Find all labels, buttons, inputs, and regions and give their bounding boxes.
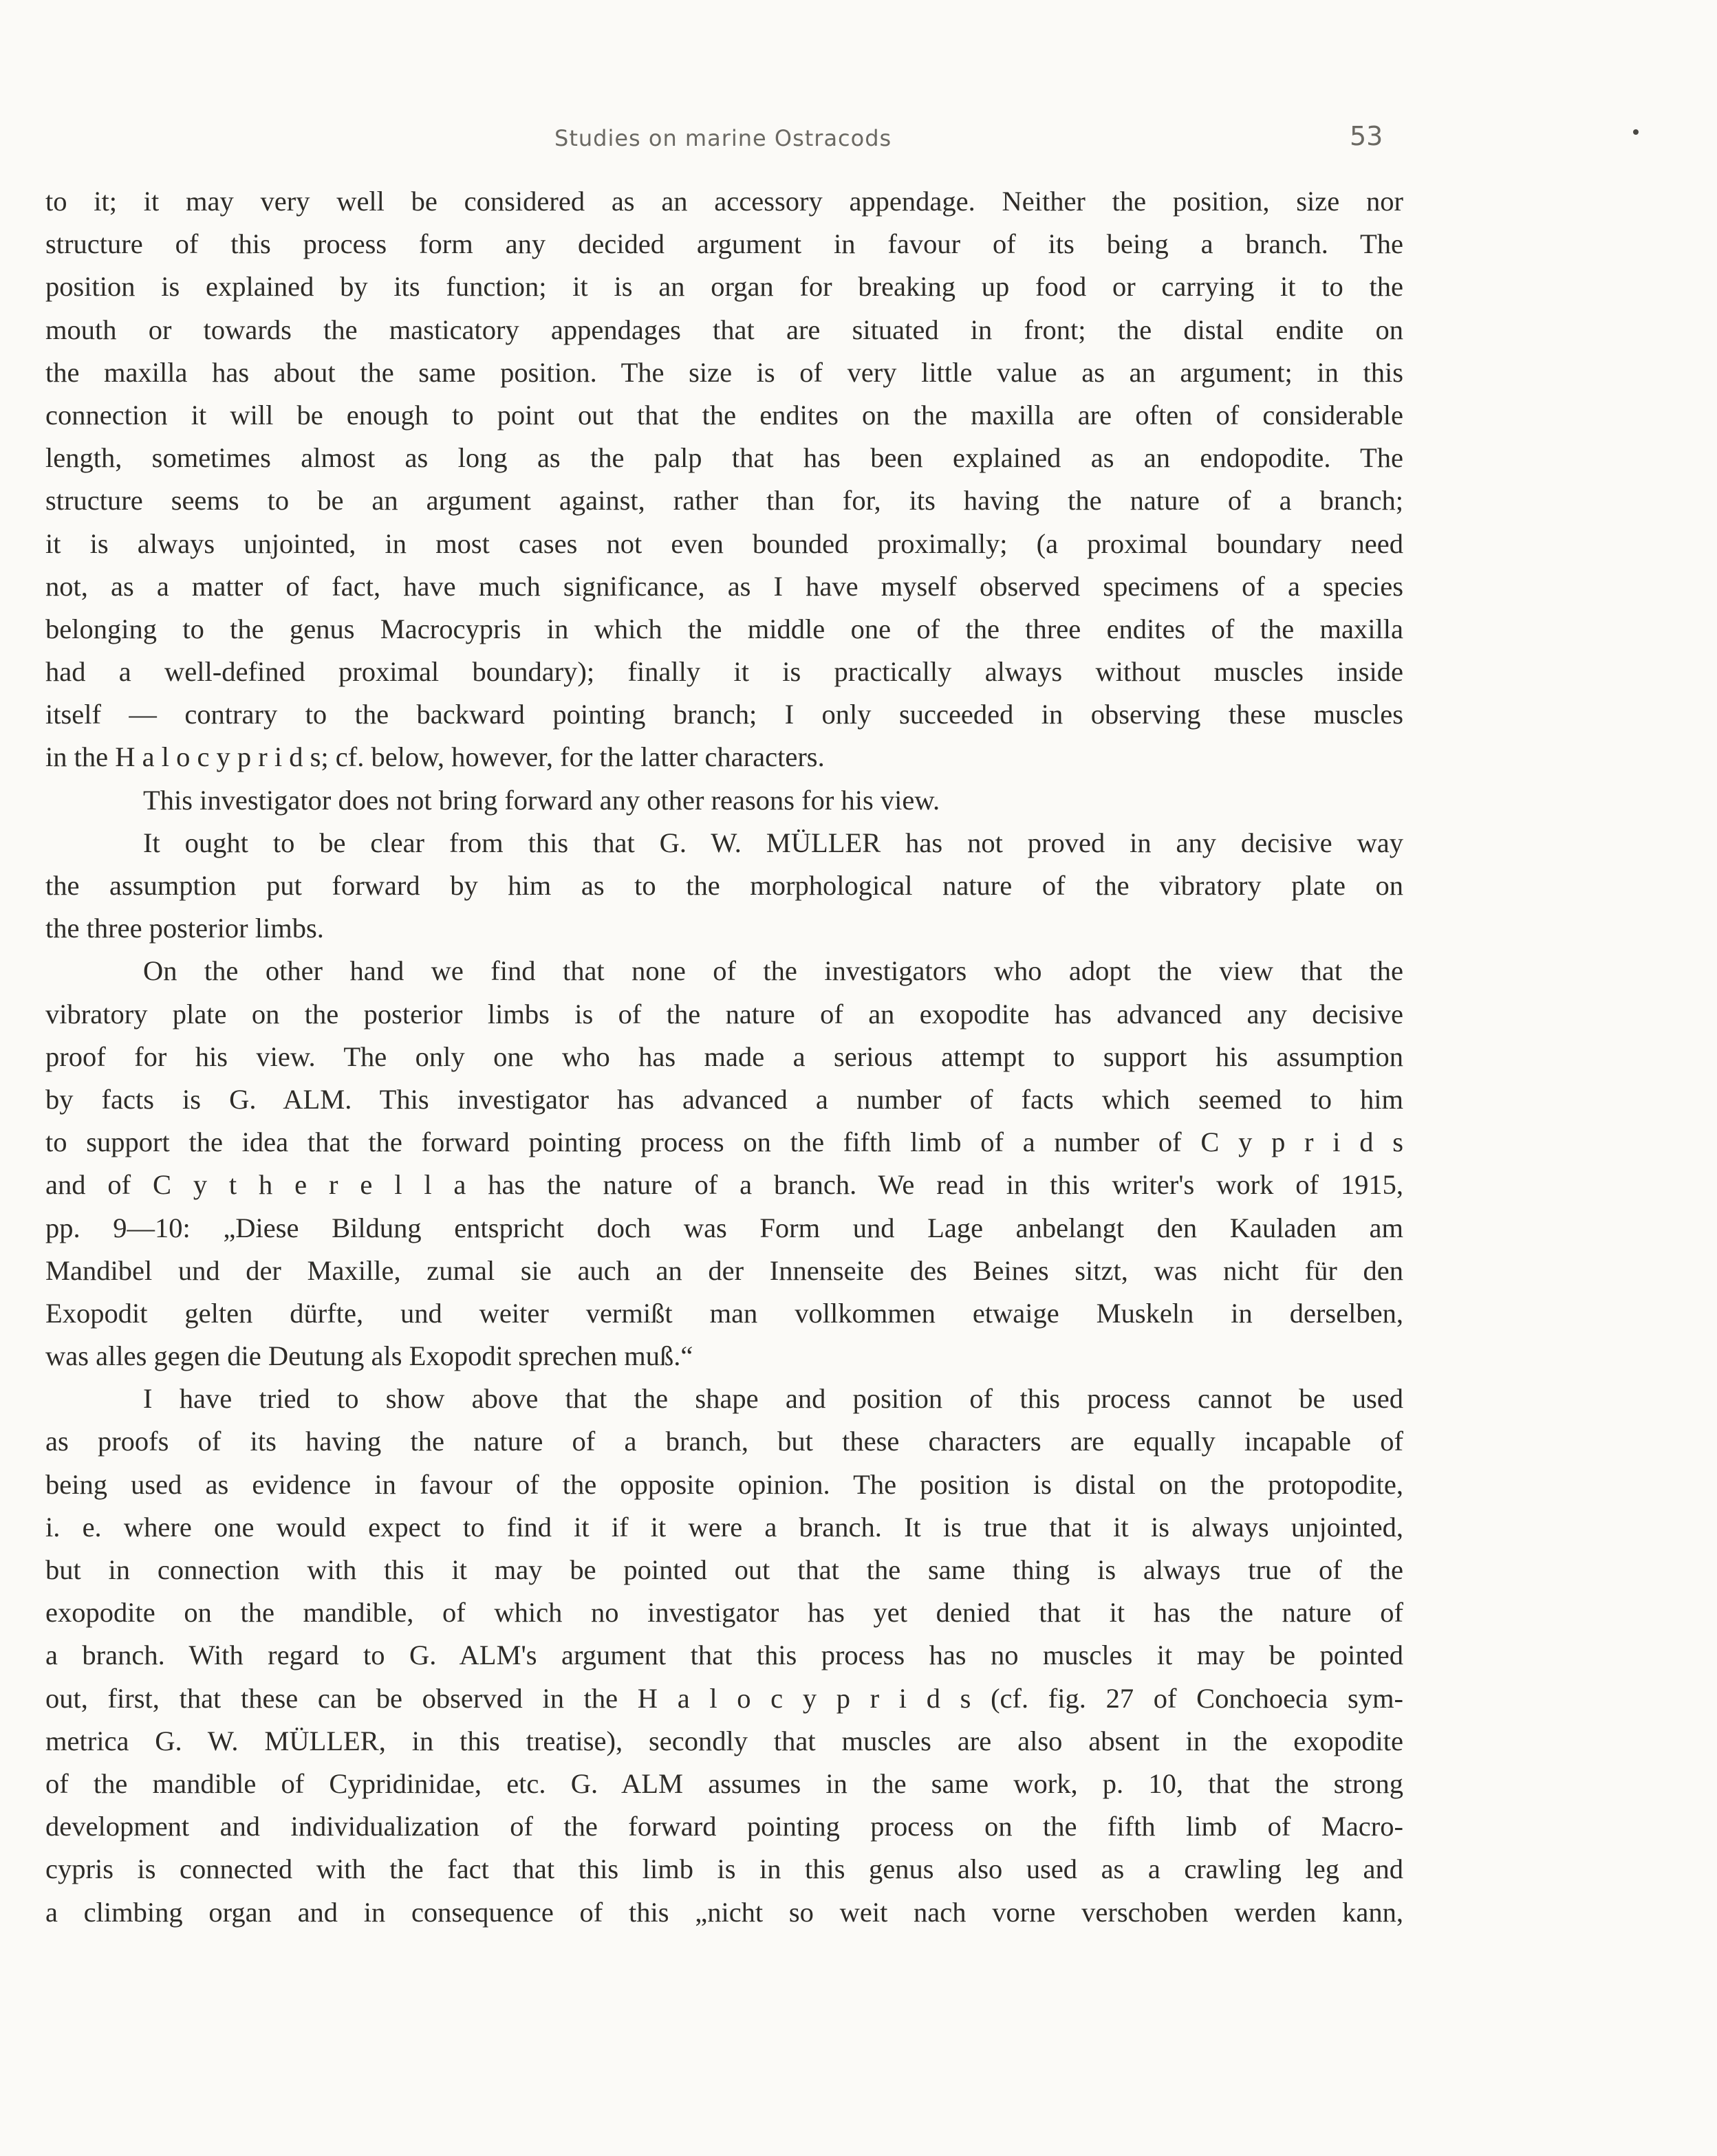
text-line: mouth or towards the masticatory appendages that are situated in front; the distal endite on	[45, 314, 1403, 345]
text-line: vibratory plate on the posterior limbs is of the nature of an exopodite has advanced any decisive	[45, 998, 1403, 1030]
margin-dot	[1633, 129, 1639, 135]
text-line: i. e. where one would expect to find it if it were a branch. It is true that it is always unjointed,	[45, 1511, 1403, 1543]
text-line: the three posterior limbs.	[45, 913, 324, 944]
text-line: not, as a matter of fact, have much significance, as I have myself observed specimens of a species	[45, 570, 1403, 602]
text-line: It ought to be clear from this that G. W. MÜLLER has not proved in any decisive way	[143, 827, 1403, 858]
text-line: the assumption put forward by him as to the morphological nature of the vibratory plate on	[45, 870, 1403, 901]
text-line: structure seems to be an argument against, rather than for, its having the nature of a branch;	[45, 485, 1403, 516]
text-line: metrica G. W. MÜLLER, in this treatise), secondly that muscles are also absent in the exopodite	[45, 1725, 1403, 1756]
text-line: being used as evidence in favour of the opposite opinion. The position is distal on the protopodite,	[45, 1468, 1403, 1500]
text-line: structure of this process form any decided argument in favour of its being a branch. The	[45, 228, 1403, 260]
text-line: length, sometimes almost as long as the palp that has been explained as an endopodite. The	[45, 442, 1403, 474]
text-line: the maxilla has about the same position. The size is of very little value as an argument; in this	[45, 356, 1403, 388]
text-line: and of C y t h e r e l l a has the nature of a branch. We read in this writer's work of 1915,	[45, 1169, 1403, 1201]
running-title: Studies on marine Ostracods	[554, 125, 892, 151]
text-line: out, first, that these can be observed in the H a l o c y p r i d s (cf. fig. 27 of Conchoecia sym-	[45, 1682, 1403, 1714]
text-line: position is explained by its function; it is an organ for breaking up food or carrying it to the	[45, 271, 1403, 303]
text-line: proof for his view. The only one who has made a serious attempt to support his assumption	[45, 1041, 1403, 1072]
text-line: was alles gegen die Deutung als Exopodit sprechen muß.“	[45, 1340, 693, 1372]
text-line: in the H a l o c y p r i d s; cf. below, however, for the latter characters.	[45, 741, 825, 773]
text-line: a branch. With regard to G. ALM's argument that this process has no muscles it may be pointed	[45, 1640, 1403, 1671]
text-line: by facts is G. ALM. This investigator has advanced a number of facts which seemed to him	[45, 1083, 1403, 1115]
text-line: to it; it may very well be considered as an accessory appendage. Neither the position, size nor	[45, 186, 1403, 217]
text-line: a climbing organ and in consequence of this „nicht so weit nach vorne verschoben werden kann,	[45, 1896, 1403, 1928]
text-line: Exopodit gelten dürfte, und weiter vermißt man vollkommen etwaige Muskeln in derselben,	[45, 1297, 1403, 1329]
text-line: Mandibel und der Maxille, zumal sie auch an der Innenseite des Beines sitzt, was nicht für den	[45, 1254, 1403, 1286]
text-line: This investigator does not bring forward any other reasons for his view.	[143, 784, 940, 816]
text-line: On the other hand we find that none of the investigators who adopt the view that the	[143, 955, 1403, 987]
text-line: exopodite on the mandible, of which no investigator has yet denied that it has the nature of	[45, 1597, 1403, 1629]
body-text	[45, 180, 1403, 1934]
text-line: I have tried to show above that the shape and position of this process cannot be used	[143, 1383, 1403, 1415]
text-line: had a well-defined proximal boundary); finally it is practically always without muscles inside	[45, 656, 1403, 688]
text-line: pp. 9—10: „Diese Bildung entspricht doch was Form und Lage anbelangt den Kauladen am	[45, 1212, 1403, 1243]
running-head	[0, 118, 1717, 160]
text-line: but in connection with this it may be pointed out that the same thing is always true of the	[45, 1554, 1403, 1585]
text-line: connection it will be enough to point out that the endites on the maxilla are often of considerable	[45, 399, 1403, 431]
text-line: to support the idea that the forward pointing process on the fifth limb of a number of C y p r i d s	[45, 1126, 1403, 1158]
text-line: itself — contrary to the backward pointing branch; I only succeeded in observing these muscles	[45, 699, 1403, 730]
text-line: development and individualization of the forward pointing process on the fifth limb of Macro-	[45, 1811, 1403, 1842]
text-line: of the mandible of Cypridinidae, etc. G. ALM assumes in the same work, p. 10, that the strong	[45, 1767, 1403, 1799]
text-line: belonging to the genus Macrocypris in which the middle one of the three endites of the maxilla	[45, 613, 1403, 644]
text-line: cypris is connected with the fact that this limb is in this genus also used as a crawling leg and	[45, 1853, 1403, 1885]
text-line: as proofs of its having the nature of a branch, but these characters are equally incapable of	[45, 1426, 1403, 1457]
text-line: it is always unjointed, in most cases not even bounded proximally; (a proximal boundary need	[45, 527, 1403, 559]
page-number: 53	[1350, 121, 1383, 151]
